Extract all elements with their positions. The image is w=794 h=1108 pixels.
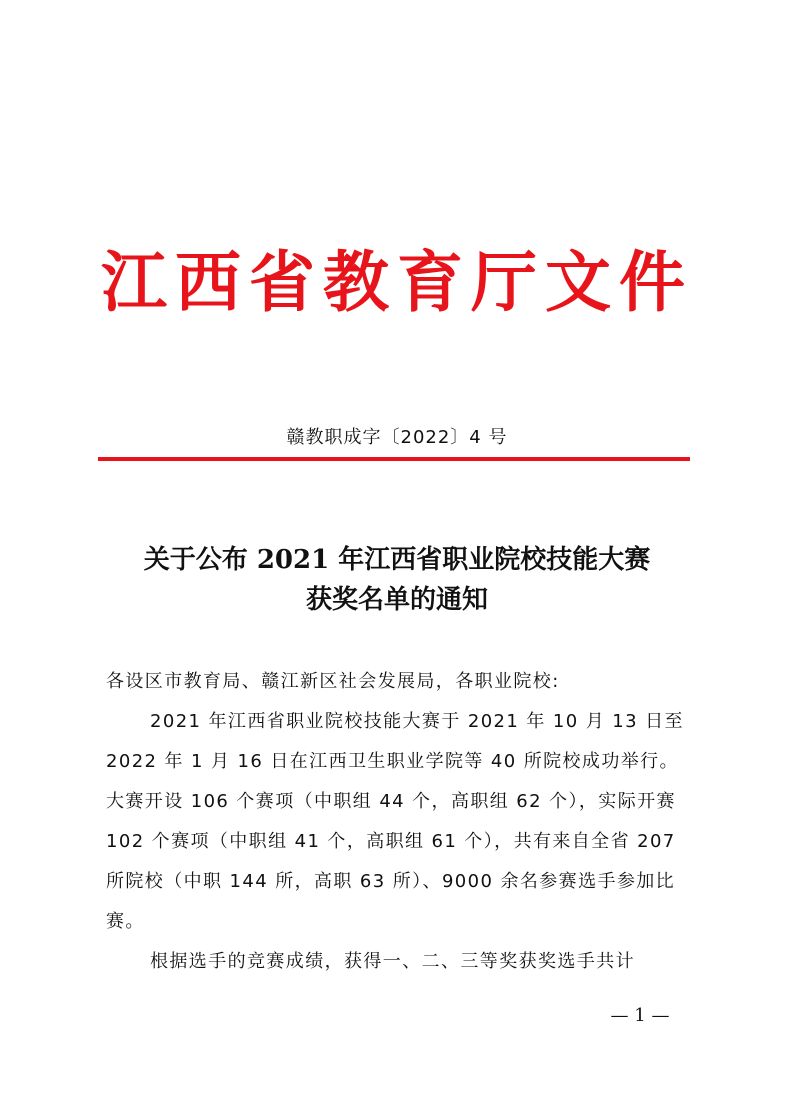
- notice-title: [100, 540, 694, 620]
- notice-title-line-1: 关于公布 2021 年江西省职业院校技能大赛: [143, 545, 651, 575]
- salutation: 各设区市教育局、赣江新区社会发展局，各职业院校:: [106, 671, 560, 692]
- body-paragraph-2: 根据选手的竞赛成绩，获得一、二、三等奖获奖选手共计: [150, 951, 635, 972]
- notice-body: [106, 662, 690, 982]
- body-paragraph-1: 2021 年江西省职业院校技能大赛于 2021 年 10 月 13 日至 2022 年 1 月 16 日在江西卫生职业学院等 40 所院校成功举行。大赛开设 106 个赛项（中职组 44 个，高职组 62 个），实际开赛 102 个赛项（中职组 41 个，高职组 61 个），共有来自全省 207 所院校（中职 144 所，高职 63 所）、9000 余名参赛选手参加比赛。: [106, 711, 684, 932]
- notice-title-line-2: 获奖名单的通知: [305, 585, 488, 615]
- page-number: — 1 —: [610, 1005, 670, 1026]
- agency-masthead-title: 江西省教育厅文件: [101, 243, 693, 321]
- document-number: 赣教职成字〔2022〕4 号: [286, 427, 508, 448]
- red-divider-rule: [98, 457, 690, 461]
